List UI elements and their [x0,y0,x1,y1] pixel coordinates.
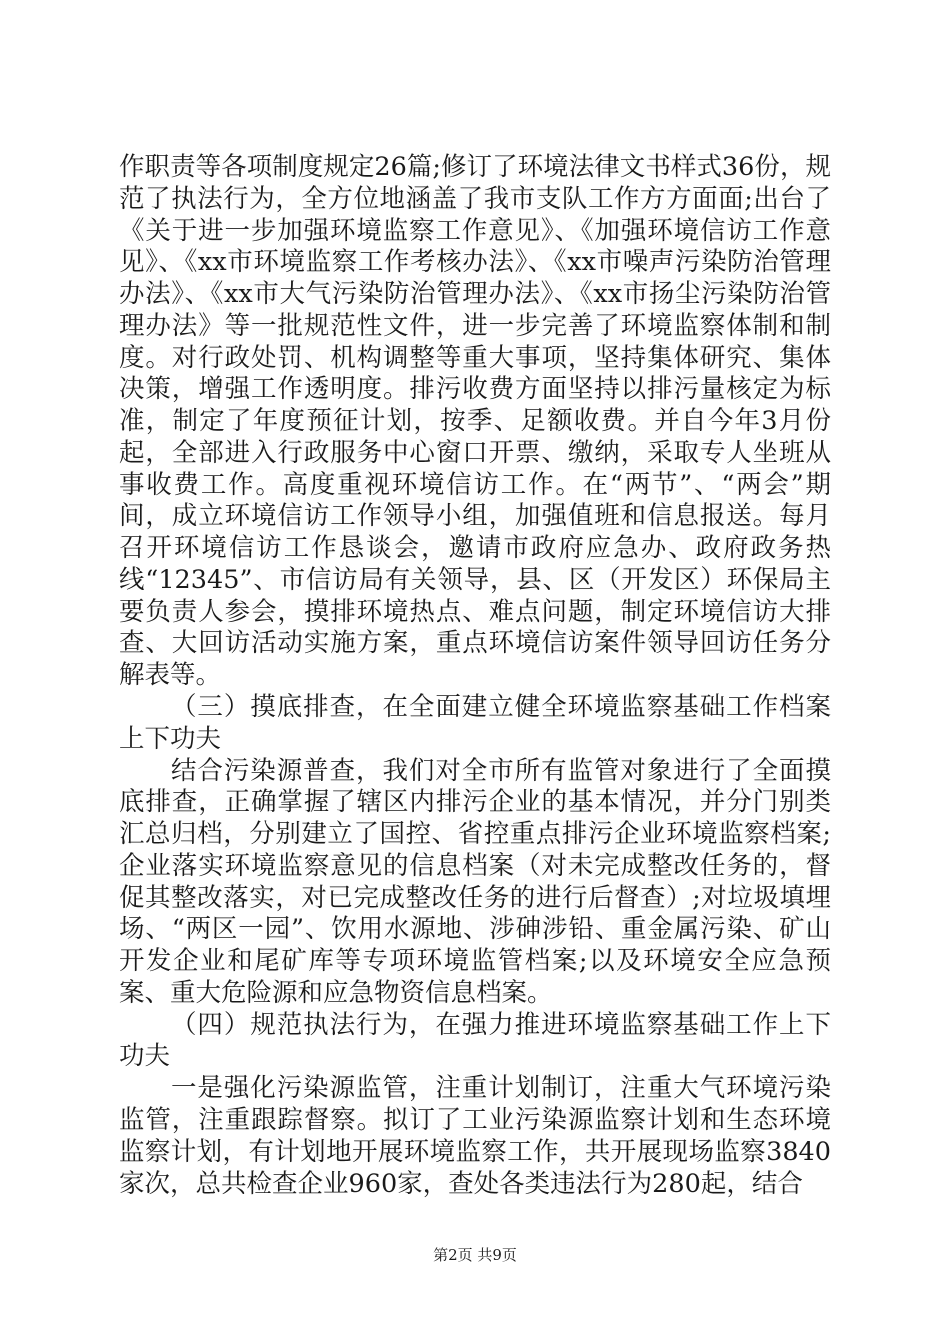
document-body [119,152,831,1200]
section-heading-4: （四）规范执法行为，在强力推进环境监察基础工作上下功夫 [119,1009,831,1072]
paragraph-1: 作职责等各项制度规定26篇;修订了环境法律文书样式36份，规范了执法行为，全方位地涵盖了我市支队工作方方面面;出台了《关于进一步加强环境监察工作意见》、《加强环境信访工作意见》、《xx市环境监察工作考核办法》、《xx市噪声污染防治管理办法》、《xx市大气污染防治管理办法》、《xx市扬尘污染防治管理办法》等一批规范性文件，进一步完善了环境监察体制和制度。对行政处罚、机构调整等重大事项，坚持集体研究、集体决策，增强工作透明度。排污收费方面坚持以排污量核定为标准，制定了年度预征计划，按季、足额收费。并自今年3月份起，全部进入行政服务中心窗口开票、缴纳，采取专人坐班从事收费工作。高度重视环境信访工作。在“两节”、“两会”期间，成立环境信访工作领导小组，加强值班和信息报送。每月召开环境信访工作恳谈会，邀请市政府应急办、政府政务热线“12345”、市信访局有关领导，县、区（开发区）环保局主要负责人参会，摸排环境热点、难点问题，制定环境信访大排查、大回访活动实施方案，重点环境信访案件领导回访任务分解表等。 [119,152,831,691]
page-number-footer: 第2页 共9页 [433,1246,517,1264]
paragraph-2: 结合污染源普查，我们对全市所有监管对象进行了全面摸底排查，正确掌握了辖区内排污企业的基本情况，并分门别类汇总归档，分别建立了国控、省控重点排污企业环境监察档案;企业落实环境监察意见的信息档案（对未完成整改任务的，督促其整改落实，对已完成整改任务的进行后督查）;对垃圾填埋场、“两区一园”、饮用水源地、涉砷涉铅、重金属污染、矿山开发企业和尾矿库等专项环境监管档案;以及环境安全应急预案、重大危险源和应急物资信息档案。 [119,755,831,1008]
paragraph-3: 一是强化污染源监管，注重计划制订，注重大气环境污染监管，注重跟踪督察。拟订了工业污染源监察计划和生态环境监察计划，有计划地开展环境监察工作，共开展现场监察3840家次，总共检查企业960家，查处各类违法行为280起，结合 [119,1073,831,1199]
section-heading-3: （三）摸底排查，在全面建立健全环境监察基础工作档案上下功夫 [119,692,831,754]
